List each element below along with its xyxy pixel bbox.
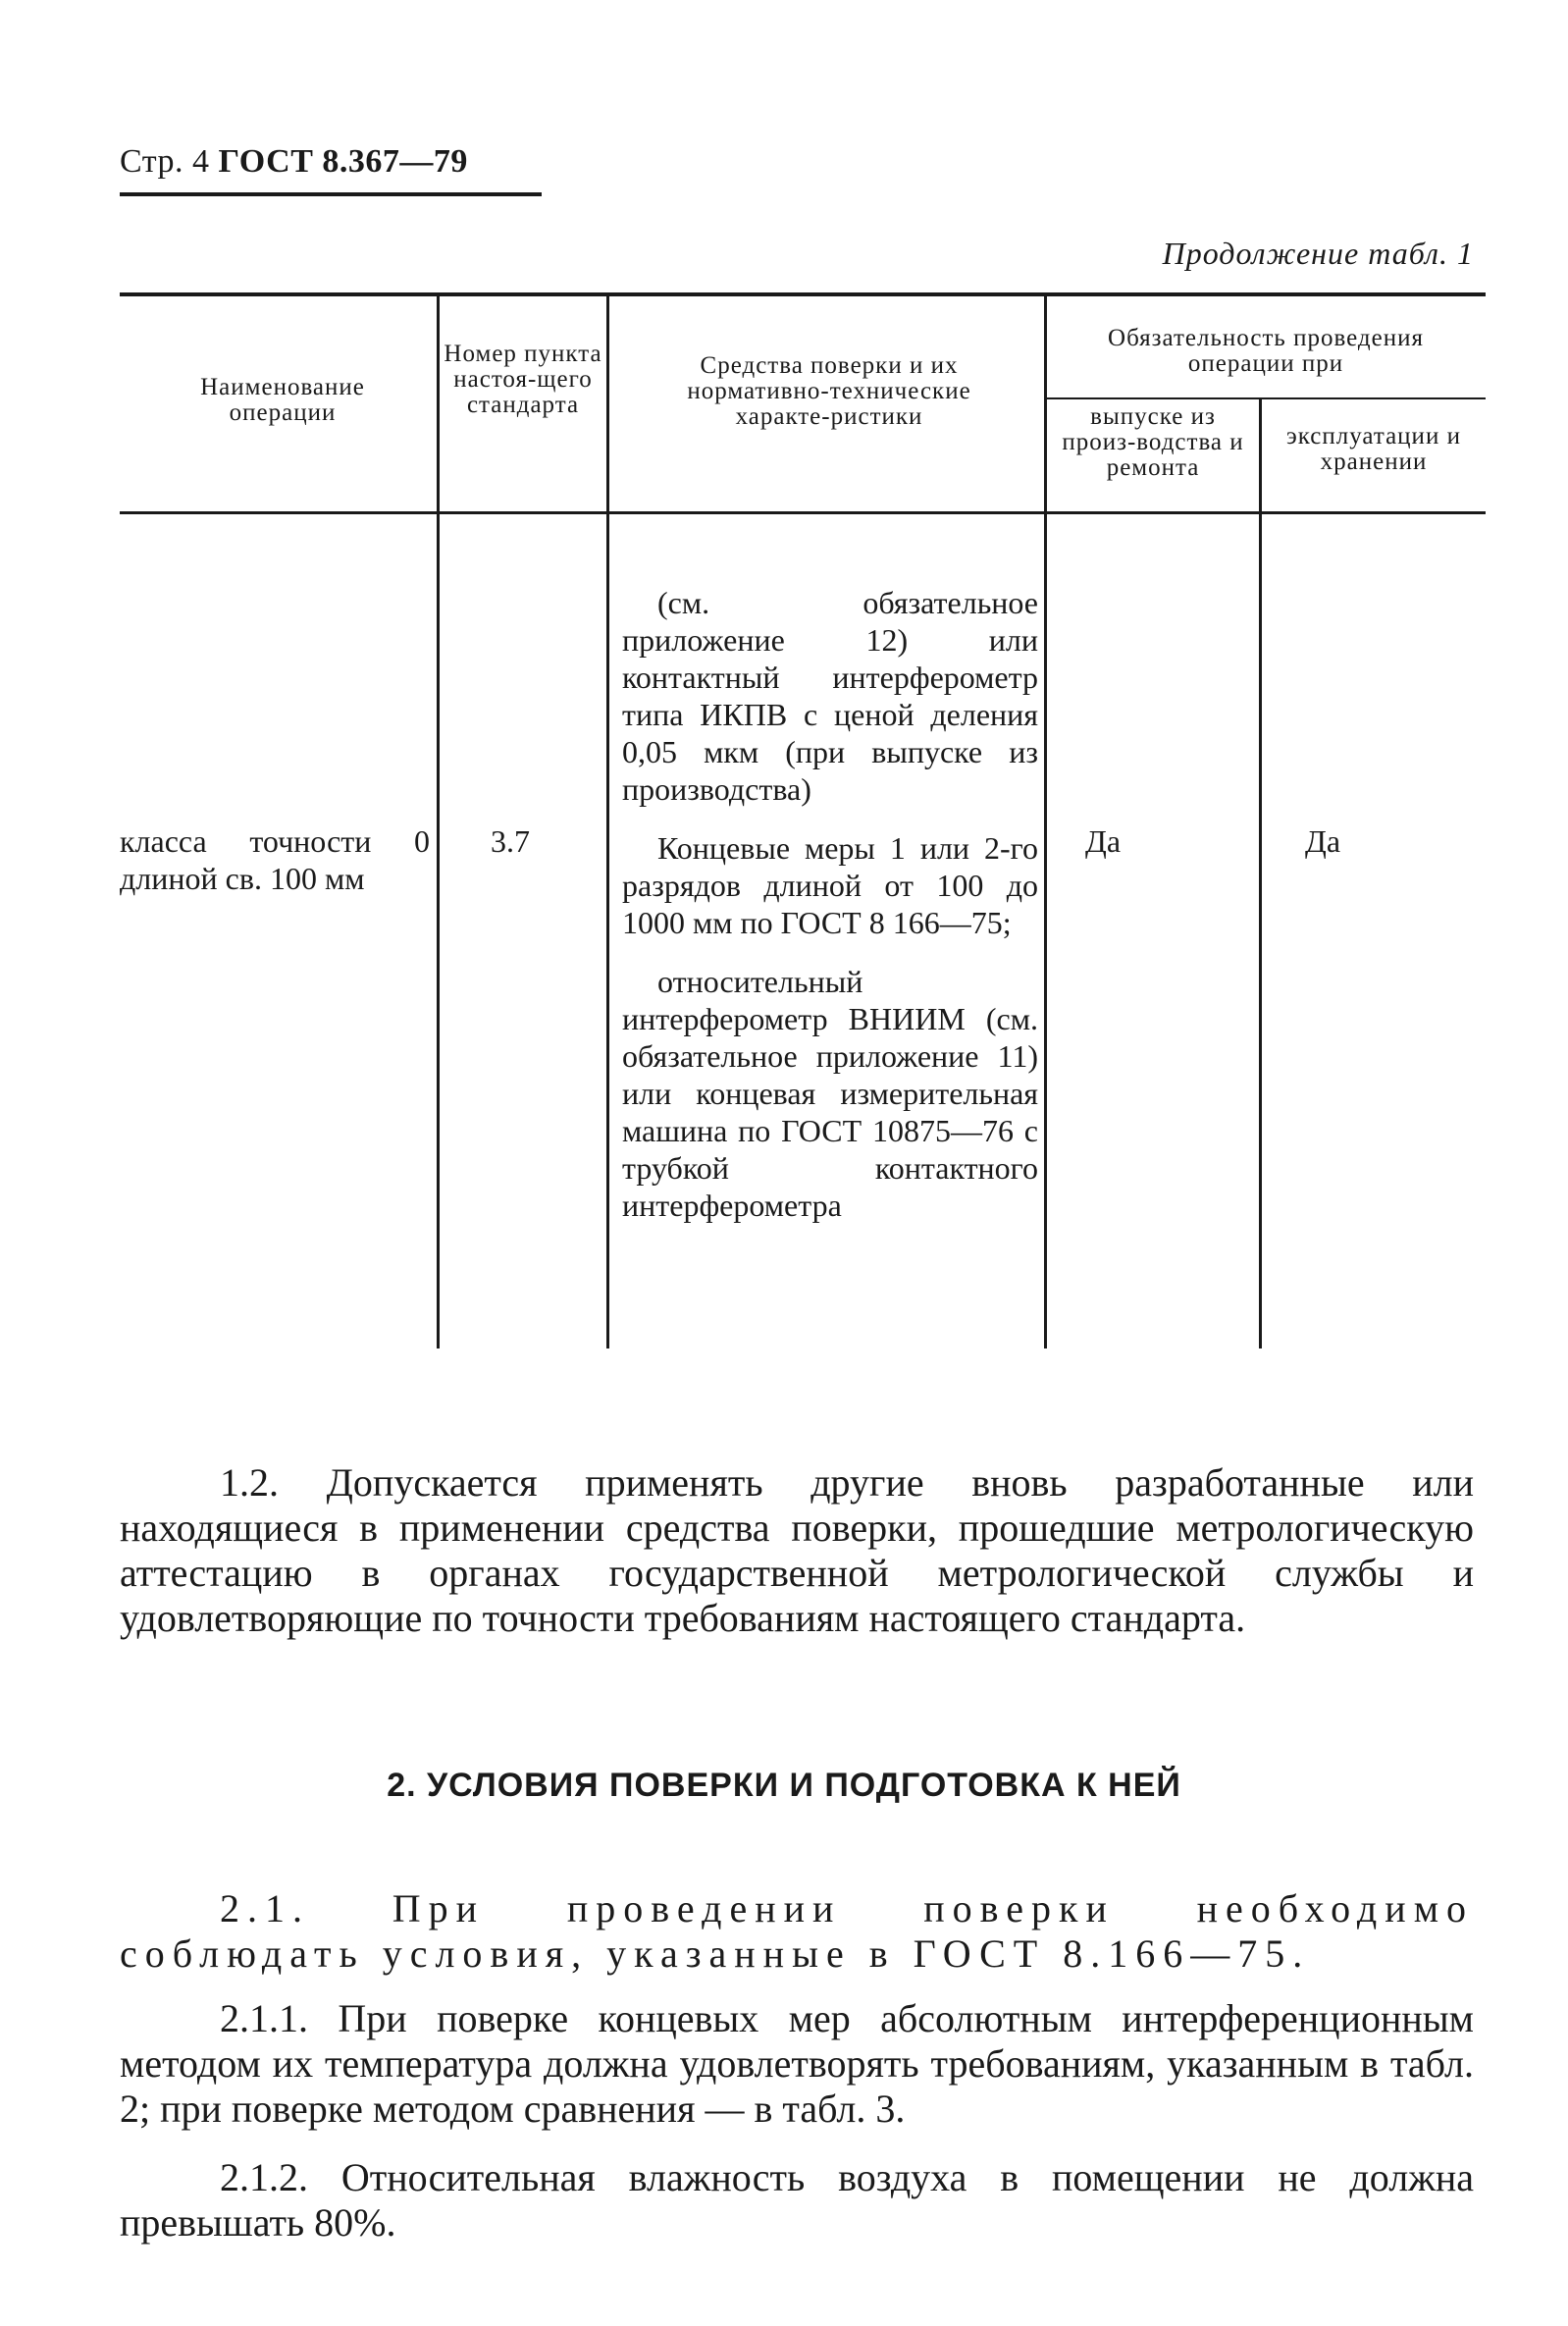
header-obligation-group: Обязательность проведения операции при bbox=[1108, 325, 1424, 377]
header-operation-name: Наименование операции bbox=[200, 374, 365, 426]
table-top-rule bbox=[120, 292, 1486, 296]
page-number: Стр. 4 bbox=[120, 143, 210, 180]
gost-number: ГОСТ 8.367—79 bbox=[218, 143, 468, 180]
column-divider-1 bbox=[437, 296, 440, 1348]
paragraph-2-1: 2.1. При проведении поверки необходимо соблюдать условия, указанные в ГОСТ 8.166—75. bbox=[120, 1886, 1474, 1976]
table-header-bottom-rule bbox=[120, 511, 1486, 514]
header-operation: эксплуатации и хранении bbox=[1286, 423, 1461, 475]
paragraph-1-2: 1.2. Допускается применять другие вновь разработанные или находящиеся в применении средства поверки, прошедшие метрологическую аттестацию в органах государственной метрологической службы и удовлетворяющие по точности требованиям настоящего стандарта. bbox=[120, 1460, 1474, 1640]
means-continued-text: (см. обязательное приложение 12) или контактный интерферометр типа ИКПВ с ценой деления 0,05 мкм (при выпуске из производства) bbox=[622, 585, 1038, 807]
paragraph-2-1-1: 2.1.1. При поверке концевых мер абсолютным интерференционным методом их температура должна удовлетворять требованиям, указанным в табл. 2; при поверке методом сравнения — в табл. 3. bbox=[120, 1996, 1474, 2131]
header-clause-number: Номер пункта настоя-щего стандарта bbox=[444, 341, 602, 418]
column-divider-2 bbox=[606, 296, 609, 1348]
row-operation-value: Да bbox=[1305, 823, 1341, 859]
column-divider-4 bbox=[1259, 399, 1262, 1348]
column-divider-3 bbox=[1044, 296, 1047, 1348]
row-release-value: Да bbox=[1085, 823, 1122, 859]
page-header bbox=[120, 143, 468, 181]
header-rule bbox=[120, 192, 542, 196]
table-continuation-label: Продолжение табл. 1 bbox=[1162, 236, 1474, 271]
header-release: выпуске из произ-водства и ремонта bbox=[1062, 403, 1244, 481]
paragraph-2-1-2: 2.1.2. Относительная влажность воздуха в помещении не должна превышать 80%. bbox=[120, 2155, 1474, 2245]
means-block-1-text: Концевые меры 1 или 2-го разрядов длиной от 100 до 1000 мм по ГОСТ 8 166—75; bbox=[622, 830, 1038, 940]
section-2-heading: 2. УСЛОВИЯ ПОВЕРКИ И ПОДГОТОВКА К НЕЙ bbox=[387, 1767, 1181, 1804]
row-operation-name bbox=[120, 822, 430, 897]
operation-name-text: класса точности 0 длиной св. 100 мм bbox=[120, 823, 430, 896]
row-means bbox=[622, 584, 1038, 1224]
row-clause-number: 3.7 bbox=[491, 823, 530, 859]
obligation-subheader-rule bbox=[1046, 397, 1486, 399]
header-means: Средства поверки и их нормативно-технические характе-ристики bbox=[687, 352, 971, 430]
means-block-2-text: относительный интерферометр ВНИИМ (см. обязательное приложение 11) или концевая измерительная машина по ГОСТ 10875—76 с трубкой контактного интерферометра bbox=[622, 964, 1038, 1223]
